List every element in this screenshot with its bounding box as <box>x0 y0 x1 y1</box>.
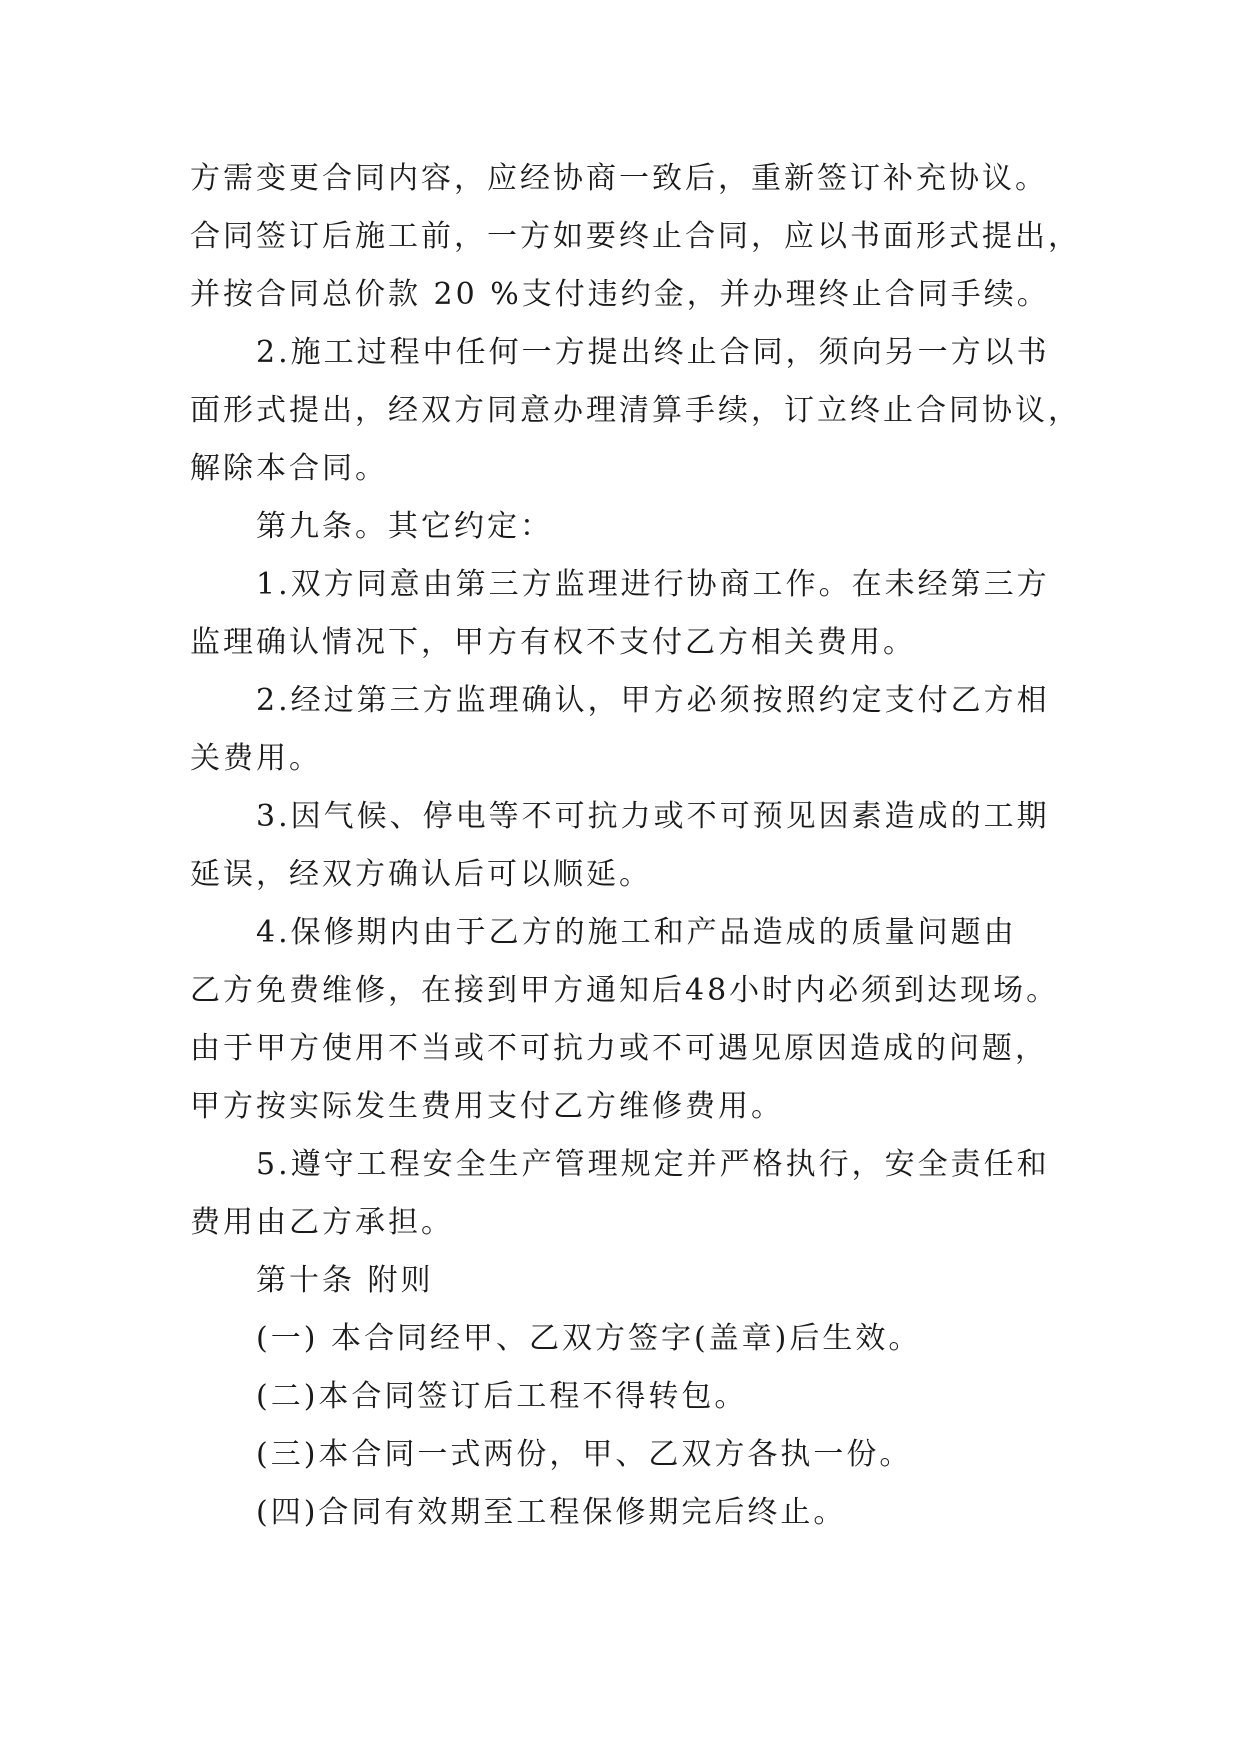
text-line: 4.保修期内由于乙方的施工和产品造成的质量问题由 <box>256 915 1017 950</box>
text-line: 面形式提出，经双方同意办理清算手续，订立终止合同协议， <box>190 393 1081 428</box>
text-line: 1.双方同意由第三方监理进行协商工作。在未经第三方 <box>256 567 1050 602</box>
text-line: 关费用。 <box>190 741 322 776</box>
text-line: 2.施工过程中任何一方提出终止合同，须向另一方以书 <box>256 335 1050 370</box>
text-line: 合同签订后施工前，一方如要终止合同，应以书面形式提出， <box>190 219 1081 254</box>
section-heading: 第九条。其它约定： <box>256 509 553 544</box>
text-line: 监理确认情况下，甲方有权不支付乙方相关费用。 <box>190 625 916 660</box>
text-line: 解除本合同。 <box>190 451 388 486</box>
text-line: 方需变更合同内容，应经协商一致后，重新签订补充协议。 <box>190 161 1048 196</box>
text-line: 2.经过第三方监理确认，甲方必须按照约定支付乙方相 <box>256 683 1050 718</box>
text-line: 甲方按实际发生费用支付乙方维修费用。 <box>190 1089 784 1124</box>
document-body <box>190 150 1081 1542</box>
text-line: 费用由乙方承担。 <box>190 1205 454 1240</box>
section-heading: 第十条 附则 <box>256 1263 434 1298</box>
text-line: 并按合同总价款 20 %支付违约金，并办理终止合同手续。 <box>190 277 1050 312</box>
text-line: 乙方免费维修，在接到甲方通知后48小时内必须到达现场。 <box>190 973 1060 1008</box>
text-line: 延误，经双方确认后可以顺延。 <box>190 857 652 892</box>
list-item: (三)本合同一式两份，甲、乙双方各执一份。 <box>256 1437 913 1472</box>
list-item: (二)本合同签订后工程不得转包。 <box>256 1379 748 1414</box>
list-item: (一) 本合同经甲、乙双方签字(盖章)后生效。 <box>256 1321 922 1356</box>
text-line: 5.遵守工程安全生产管理规定并严格执行，安全责任和 <box>256 1147 1050 1182</box>
text-line: 3.因气候、停电等不可抗力或不可预见因素造成的工期 <box>256 799 1050 834</box>
text-line: 由于甲方使用不当或不可抗力或不可遇见原因造成的问题， <box>190 1031 1048 1066</box>
list-item: (四)合同有效期至工程保修期完后终止。 <box>256 1495 847 1530</box>
